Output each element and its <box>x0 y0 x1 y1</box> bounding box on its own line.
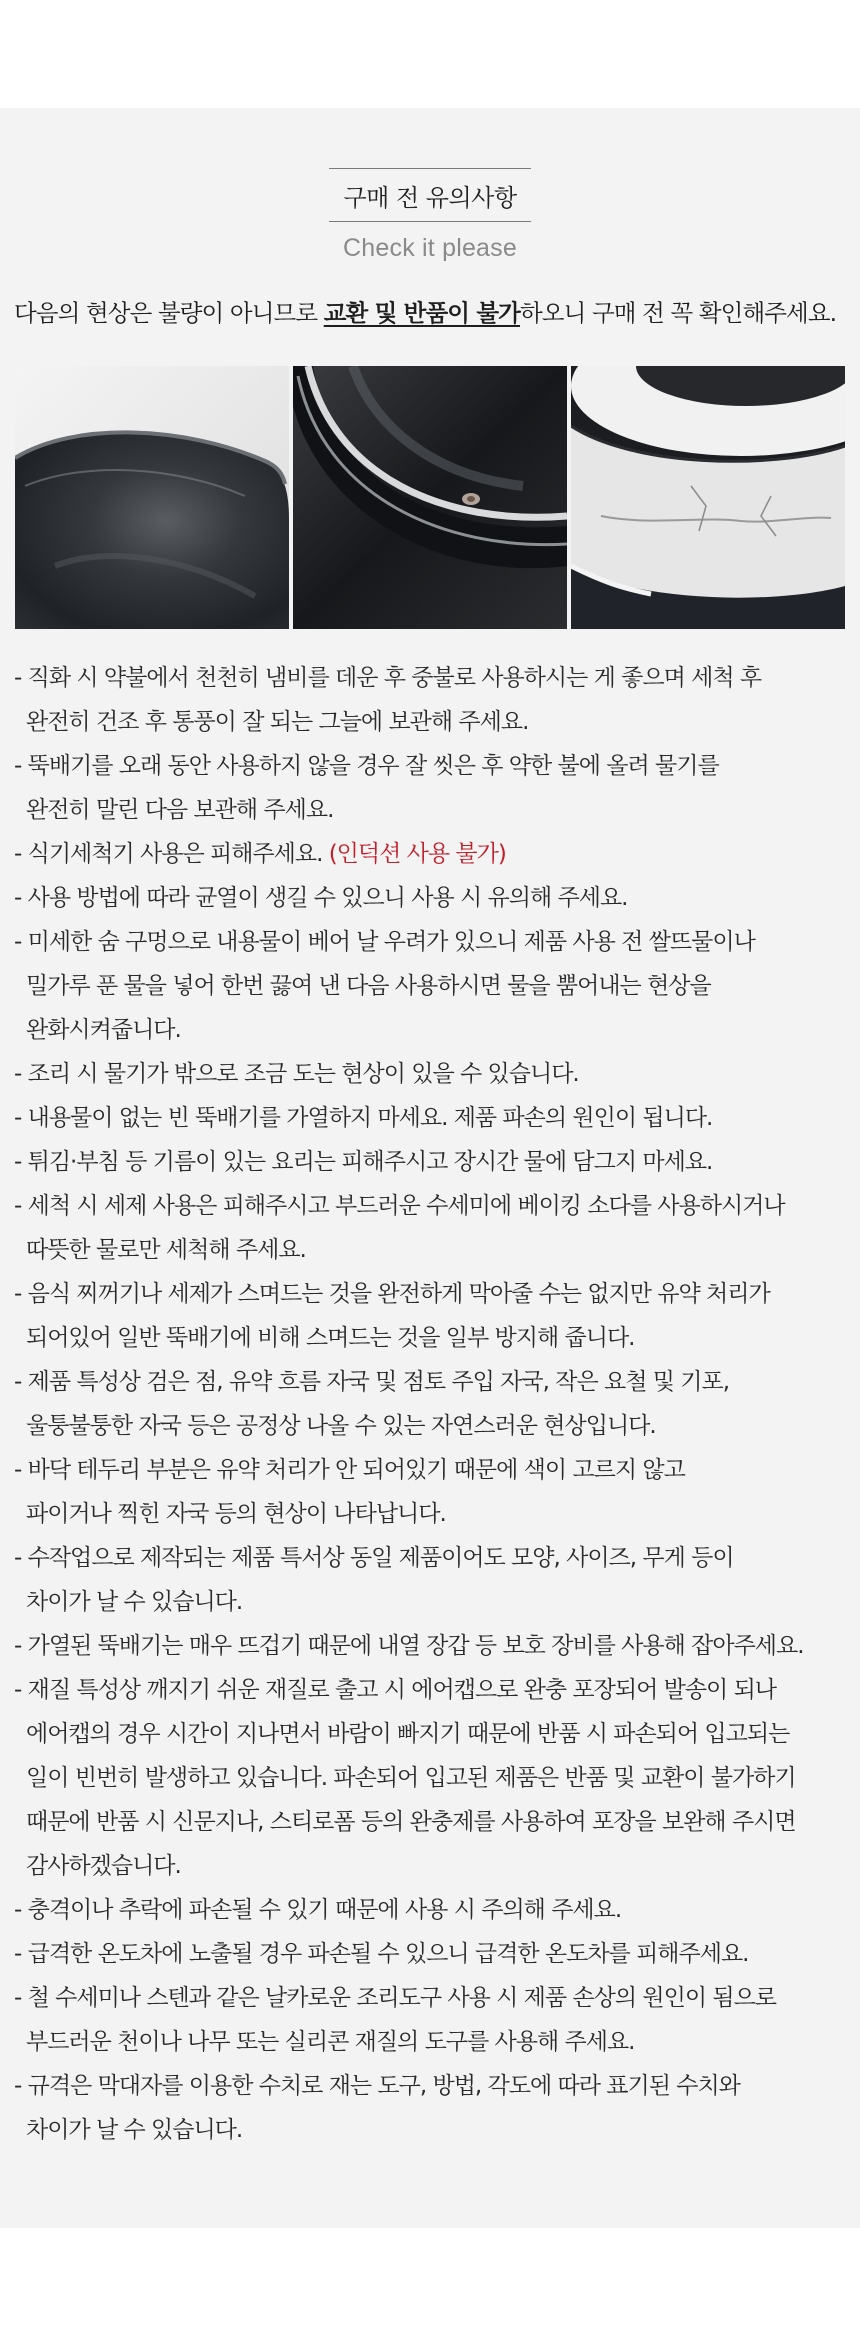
caution-item-line: - 수작업으로 제작되는 제품 특서상 동일 제품이어도 모양, 사이즈, 무게 등이 <box>14 1545 734 1571</box>
caution-item-line: - 사용 방법에 따라 균열이 생길 수 있으니 사용 시 유의해 주세요. <box>14 885 628 911</box>
caution-list <box>14 656 850 2152</box>
caution-item <box>14 1932 850 1976</box>
caution-item <box>14 1888 850 1932</box>
caution-item <box>14 1096 850 1140</box>
caution-item-line: - 충격이나 추락에 파손될 수 있기 때문에 사용 시 주의해 주세요. <box>14 1897 622 1923</box>
caution-item-line: 완전히 건조 후 통풍이 잘 되는 그늘에 보관해 주세요. <box>26 709 529 735</box>
notice-before: 다음의 현상은 불량이 아니므로 <box>14 299 324 327</box>
section-title: 구매 전 유의사항 <box>329 168 530 222</box>
caution-item-line: 따뜻한 물로만 세척해 주세요. <box>26 1237 306 1263</box>
caution-item <box>14 920 850 1052</box>
caution-item-line: 일이 빈번히 발생하고 있습니다. 파손되어 입고된 제품은 반품 및 교환이 불가하기 <box>26 1765 796 1791</box>
caution-item <box>14 2064 850 2152</box>
notice-text <box>14 294 854 328</box>
caution-item-line: - 음식 찌꺼기나 세제가 스며드는 것을 완전하게 막아줄 수는 없지만 유약 처리가 <box>14 1281 770 1307</box>
caution-item-line: 에어캡의 경우 시간이 지나면서 바람이 빠지기 때문에 반품 시 파손되어 입고되는 <box>26 1721 790 1747</box>
glazed-surface-photo <box>15 366 289 629</box>
caution-highlight: (인덕션 사용 불가) <box>328 841 506 867</box>
caution-panel <box>0 108 860 2228</box>
caution-item <box>14 656 850 744</box>
caution-item-line: 되어있어 일반 뚝배기에 비해 스며드는 것을 일부 방지해 줍니다. <box>26 1325 635 1351</box>
caution-item-line: 차이가 날 수 있습니다. <box>26 2117 243 2143</box>
caution-item <box>14 1668 850 1888</box>
caution-item-line: 완전히 말린 다음 보관해 주세요. <box>26 797 334 823</box>
caution-item-line: - 미세한 숨 구멍으로 내용물이 베어 날 우려가 있으니 제품 사용 전 쌀뜨물이나 <box>14 929 755 955</box>
caution-item-line: - 튀김·부침 등 기름이 있는 요리는 피해주시고 장시간 물에 담그지 마세요. <box>14 1149 713 1175</box>
caution-item <box>14 1976 850 2064</box>
caution-item-line: - 식기세척기 사용은 피해주세요. <box>14 841 329 867</box>
bottom-margin <box>0 2228 860 2326</box>
caution-item-line: - 재질 특성상 깨지기 쉬운 재질로 출고 시 에어캡으로 완충 포장되어 발송이 되나 <box>14 1677 777 1703</box>
caution-item <box>14 1052 850 1096</box>
caution-item-line: - 뚝배기를 오래 동안 사용하지 않을 경우 잘 씻은 후 약한 불에 올려 물기를 <box>14 753 719 779</box>
caution-item-line: 완화시켜줍니다. <box>26 1017 181 1043</box>
caution-item-line: - 제품 특성상 검은 점, 유약 흐름 자국 및 점토 주입 자국, 작은 요철 및 기포, <box>14 1369 730 1395</box>
top-margin <box>0 0 860 108</box>
caution-item <box>14 1140 850 1184</box>
caution-item-line: 울퉁불퉁한 자국 등은 공정상 나올 수 있는 자연스러운 현상입니다. <box>26 1413 656 1439</box>
notice-emphasis: 교환 및 반품이 불가 <box>323 299 520 327</box>
caution-item <box>14 1360 850 1448</box>
caution-item-line: - 철 수세미나 스텐과 같은 날카로운 조리도구 사용 시 제품 손상의 원인이 됨으로 <box>14 1985 777 2011</box>
caution-item <box>14 876 850 920</box>
caution-item-line: 감사하겠습니다. <box>26 1853 181 1879</box>
caution-item-line: - 직화 시 약불에서 천천히 냄비를 데운 후 중불로 사용하시는 게 좋으며 세척 후 <box>14 665 762 691</box>
section-subtitle: Check it please <box>343 234 517 262</box>
caution-item <box>14 1624 850 1668</box>
notice-after: 하오니 구매 전 꼭 확인해주세요. <box>519 299 837 327</box>
bottom-crack-photo <box>571 366 845 629</box>
section-heading <box>0 168 860 263</box>
caution-item <box>14 1448 850 1536</box>
caution-item-line: - 규격은 막대자를 이용한 수치로 재는 도구, 방법, 각도에 따라 표기된 수치와 <box>14 2073 740 2099</box>
caution-item-line: - 바닥 테두리 부분은 유약 처리가 안 되어있기 때문에 색이 고르지 않고 <box>14 1457 685 1483</box>
caution-item-line: 파이거나 찍힌 자국 등의 현상이 나타납니다. <box>26 1501 446 1527</box>
caution-item-line: 밀가루 푼 물을 넣어 한번 끓여 낸 다음 사용하시면 물을 뿜어내는 현상을 <box>26 973 711 999</box>
caution-item <box>14 1536 850 1624</box>
caution-item <box>14 1184 850 1272</box>
caution-item-line: - 조리 시 물기가 밖으로 조금 도는 현상이 있을 수 있습니다. <box>14 1061 579 1087</box>
caution-item <box>14 832 850 876</box>
caution-item-line: - 가열된 뚝배기는 매우 뜨겁기 때문에 내열 장갑 등 보호 장비를 사용해 잡아주세요. <box>14 1633 804 1659</box>
caution-item-line: - 급격한 온도차에 노출될 경우 파손될 수 있으니 급격한 온도차를 피해주세요. <box>14 1941 749 1967</box>
caution-item-line: 때문에 반품 시 신문지나, 스티로폼 등의 완충제를 사용하여 포장을 보완해 주시면 <box>26 1809 796 1835</box>
caution-item-line: - 내용물이 없는 빈 뚝배기를 가열하지 마세요. 제품 파손의 원인이 됩니다. <box>14 1105 713 1131</box>
photo-strip <box>15 366 845 629</box>
caution-item <box>14 1272 850 1360</box>
caution-item <box>14 744 850 832</box>
caution-item-line: 부드러운 천이나 나무 또는 실리콘 재질의 도구를 사용해 주세요. <box>26 2029 635 2055</box>
caution-item-line: - 세척 시 세제 사용은 피해주시고 부드러운 수세미에 베이킹 소다를 사용하시거나 <box>14 1193 785 1219</box>
glaze-pinhole-photo <box>293 366 567 629</box>
caution-item-line: 차이가 날 수 있습니다. <box>26 1589 243 1615</box>
